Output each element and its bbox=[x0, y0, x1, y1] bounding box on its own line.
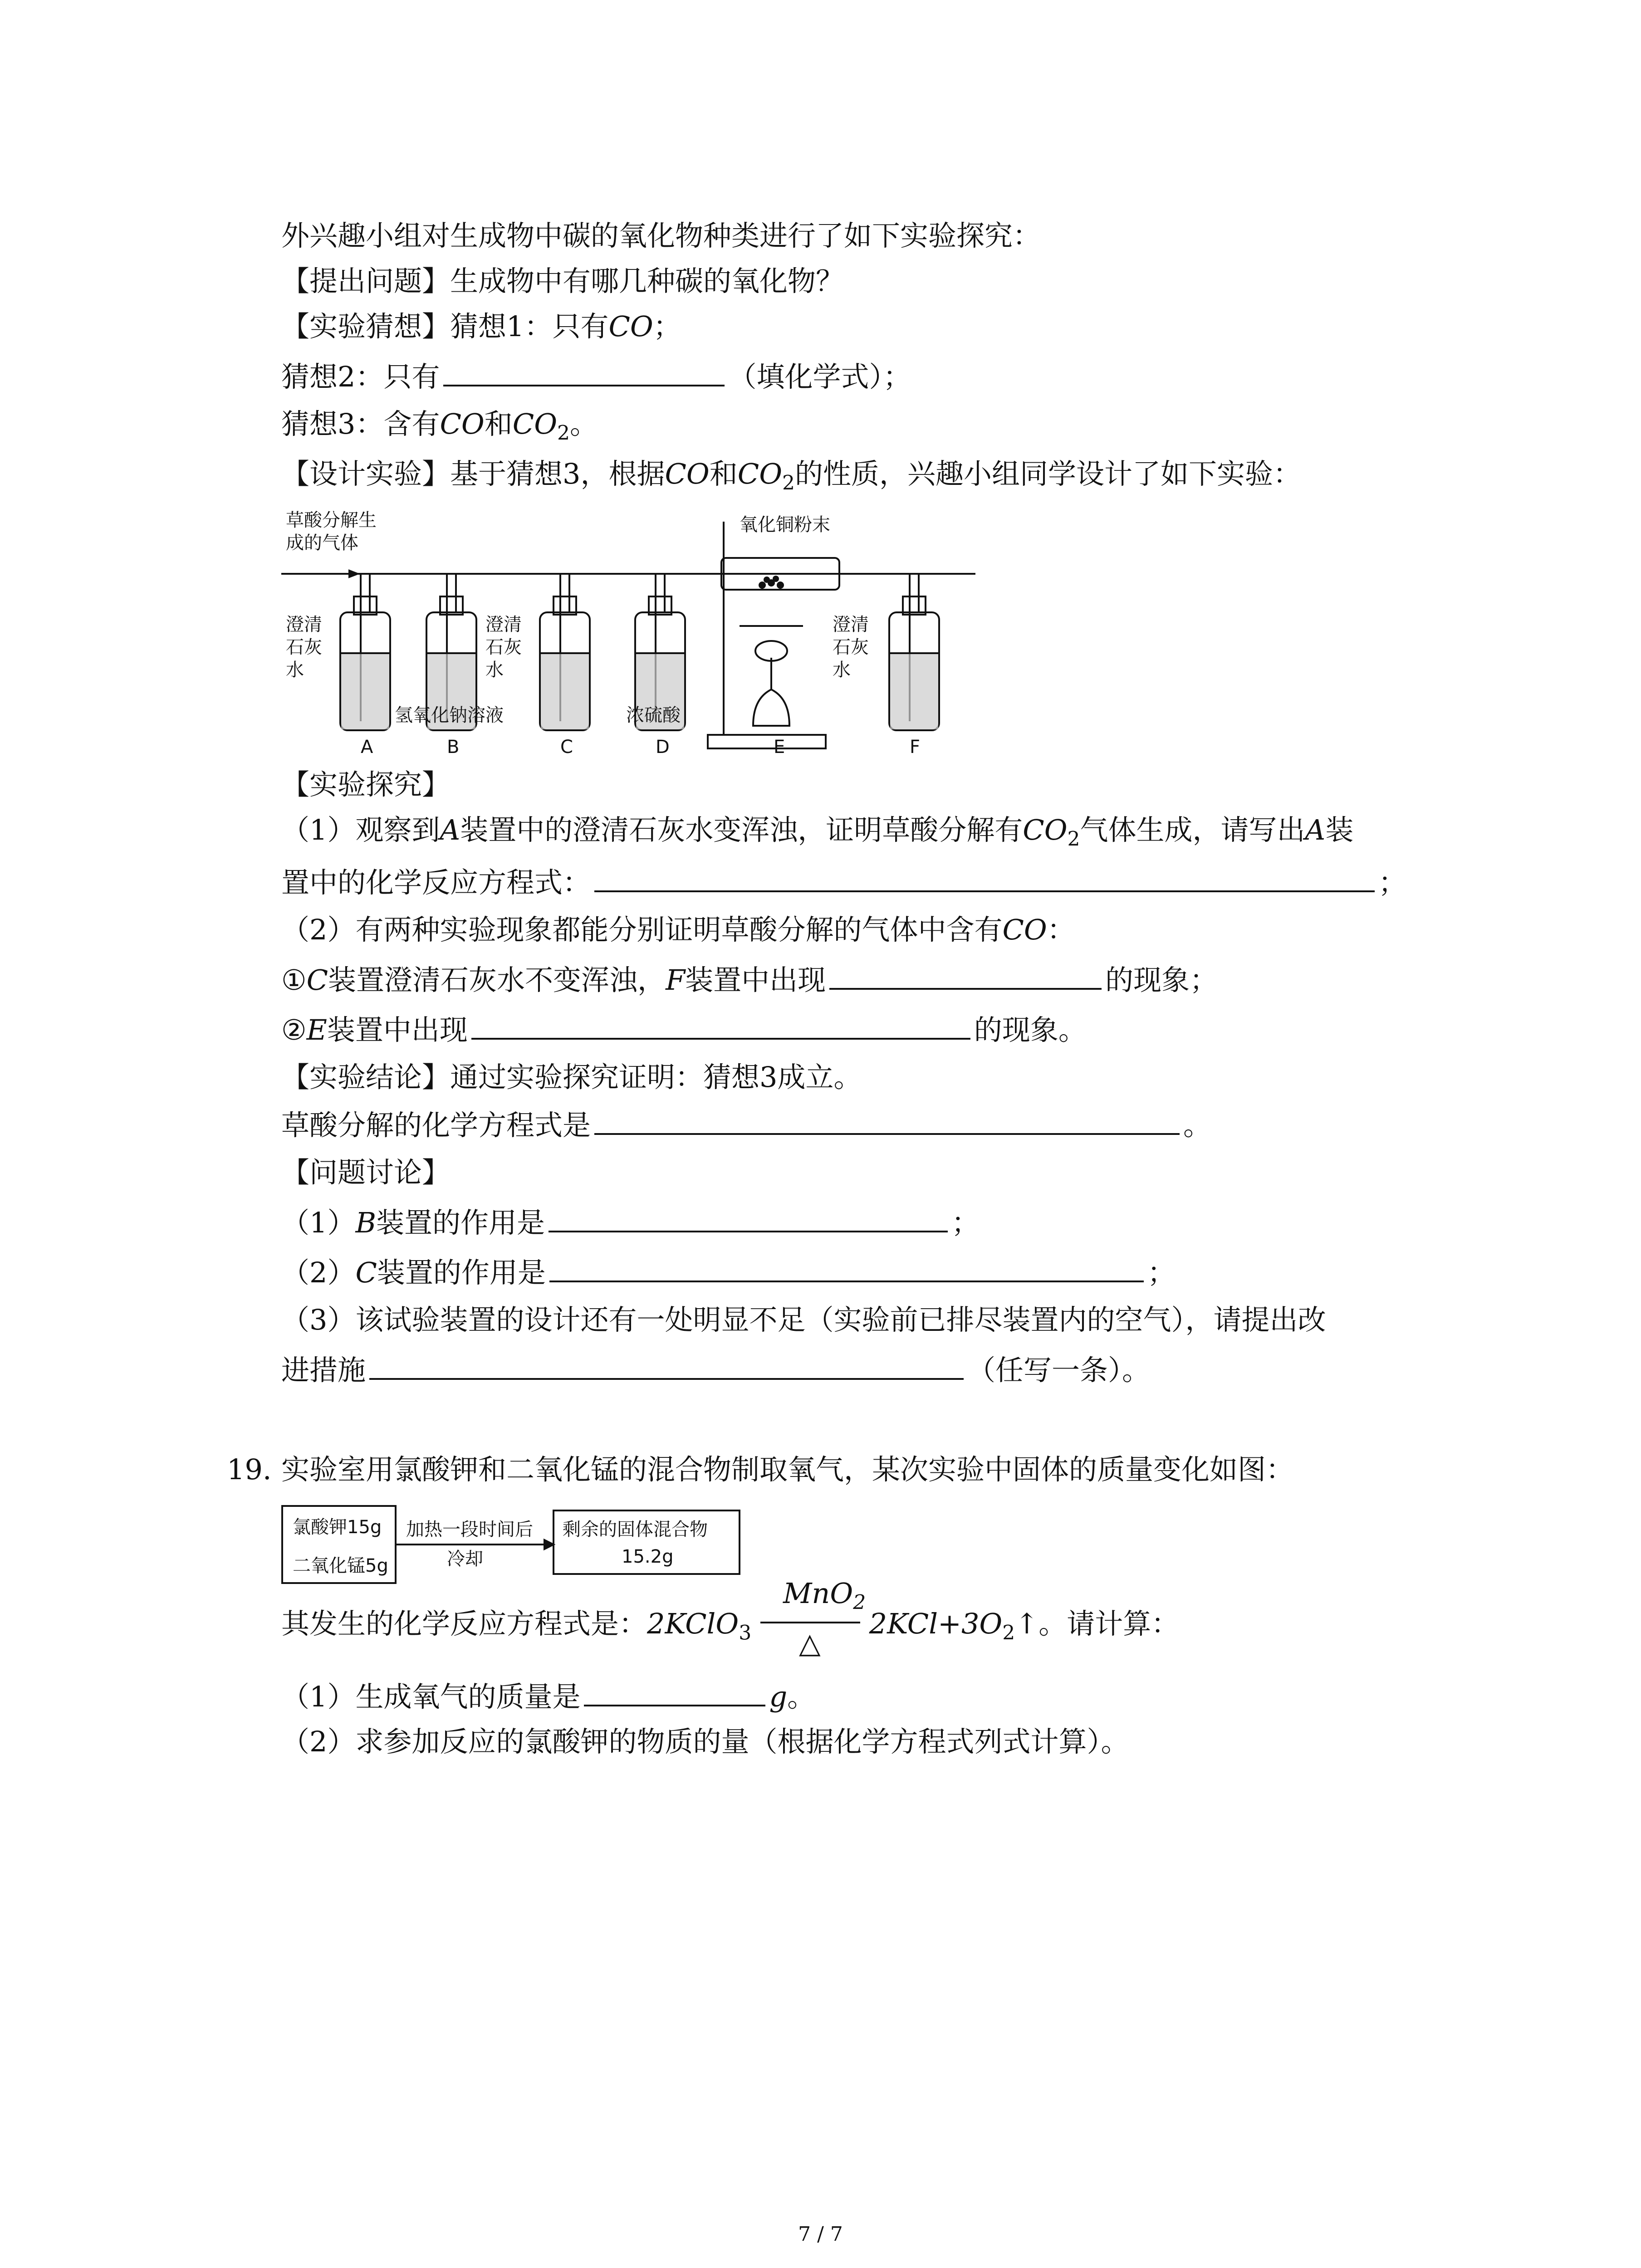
svg-text:A: A bbox=[361, 737, 373, 758]
q2-line: （2）有两种实验现象都能分别证明草酸分解的气体中含有CO： bbox=[281, 913, 1075, 946]
d1-blank[interactable] bbox=[549, 1204, 948, 1232]
c1-line: （1）生成氧气的质量是 g。 bbox=[281, 1678, 815, 1715]
svg-text:水: 水 bbox=[286, 660, 304, 680]
svg-text:加热一段时间后: 加热一段时间后 bbox=[406, 1519, 533, 1540]
guess2: 猜想2：只有 （填化学式）； bbox=[281, 358, 911, 395]
explore-head: 【实验探究】 bbox=[281, 768, 451, 801]
delta-symbol: △ bbox=[798, 1626, 821, 1660]
guess1: 【实验猜想】猜想1：只有CO； bbox=[281, 310, 681, 343]
svg-text:澄清: 澄清 bbox=[485, 614, 522, 635]
q1-line1: （1）观察到A装置中的澄清石灰水变浑浊，证明草酸分解有$CO_2$气体生成，请写出A装 bbox=[281, 813, 1354, 851]
c2-line: （2）求参加反应的氯酸钾的物质的量（根据化学方程式列式计算）。 bbox=[281, 1725, 1129, 1758]
svg-text:二氧化锰5g: 二氧化锰5g bbox=[293, 1555, 388, 1576]
q2a-blank[interactable] bbox=[829, 962, 1102, 990]
intro-text: 外兴趣小组对生成物中碳的氧化物种类进行了如下实验探究： bbox=[281, 219, 1041, 252]
guess2-blank[interactable] bbox=[443, 358, 725, 386]
q2a-line: ①C装置澄清石灰水不变浑浊，F装置中出现 的现象； bbox=[281, 962, 1218, 998]
d3-line1: （3）该试验装置的设计还有一处明显不足（实验前已排尽装置内的空气），请提出改 bbox=[281, 1303, 1326, 1336]
source-label-1: 草酸分解生 bbox=[286, 510, 377, 531]
svg-text:F: F bbox=[910, 737, 921, 758]
question-text: 【提出问题】生成物中有哪几种碳的氧化物？ bbox=[281, 264, 844, 298]
mass-flow-diagram bbox=[281, 1497, 744, 1588]
design-text: 【设计实验】基于猜想3，根据CO和$CO_2$的性质，兴趣小组同学设计了如下实验： bbox=[281, 457, 1302, 495]
svg-text:水: 水 bbox=[485, 660, 504, 680]
svg-text:水: 水 bbox=[833, 660, 851, 680]
svg-text:澄清: 澄清 bbox=[286, 614, 322, 635]
q2b-blank[interactable] bbox=[471, 1012, 970, 1040]
svg-text:D: D bbox=[656, 737, 670, 758]
apparatus-diagram bbox=[281, 508, 985, 762]
svg-text:澄清: 澄清 bbox=[833, 614, 869, 635]
svg-text:C: C bbox=[560, 737, 573, 758]
conclusion: 【实验结论】通过实验探究证明：猜想3成立。 bbox=[281, 1061, 862, 1094]
q19-text: 实验室用氯酸钾和二氧化锰的混合物制取氧气，某次实验中固体的质量变化如图： bbox=[281, 1453, 1294, 1486]
svg-text:15.2g: 15.2g bbox=[622, 1546, 674, 1567]
decomp-blank[interactable] bbox=[594, 1107, 1180, 1135]
source-label-2: 成的气体 bbox=[286, 533, 358, 553]
b-label: 氢氧化钠溶液 bbox=[395, 705, 504, 726]
d3-blank[interactable] bbox=[369, 1352, 964, 1380]
svg-text:冷却: 冷却 bbox=[447, 1549, 483, 1569]
q19-number: 19. bbox=[227, 1453, 272, 1486]
d2-blank[interactable] bbox=[549, 1254, 1144, 1282]
discuss-head: 【问题讨论】 bbox=[281, 1156, 451, 1189]
d3-line2: 进措施 （任写一条）。 bbox=[281, 1352, 1150, 1388]
c1-blank[interactable] bbox=[584, 1678, 765, 1706]
decomp-line: 草酸分解的化学方程式是 。 bbox=[281, 1107, 1211, 1144]
d-label: 浓硫酸 bbox=[626, 705, 681, 726]
q2b-line: ②E装置中出现 的现象。 bbox=[281, 1012, 1087, 1048]
svg-text:石灰: 石灰 bbox=[485, 637, 522, 658]
page-number: 7 / 7 bbox=[798, 2223, 843, 2246]
cuo-label: 氧化铜粉末 bbox=[740, 514, 830, 535]
svg-text:石灰: 石灰 bbox=[833, 637, 869, 658]
svg-text:B: B bbox=[447, 737, 460, 758]
svg-text:E: E bbox=[774, 737, 785, 758]
d1-line: （1）B装置的作用是 ； bbox=[281, 1204, 980, 1241]
q1-blank[interactable] bbox=[594, 864, 1375, 892]
svg-text:氯酸钾15g: 氯酸钾15g bbox=[293, 1517, 382, 1538]
q1-line2: 置中的化学反应方程式： ； bbox=[281, 864, 1406, 901]
svg-text:剩余的固体混合物: 剩余的固体混合物 bbox=[563, 1519, 708, 1540]
eq-line: 其发生的化学反应方程式是：2KClO$_3$ MnO$_2$ △ $2KCl+3O_2↑$。请计算： bbox=[281, 1606, 1179, 1669]
guess3: 猜想3：含有CO和$CO_2$。 bbox=[281, 407, 598, 445]
svg-text:石灰: 石灰 bbox=[286, 637, 322, 658]
d2-line: （2）C装置的作用是 ； bbox=[281, 1254, 1176, 1291]
